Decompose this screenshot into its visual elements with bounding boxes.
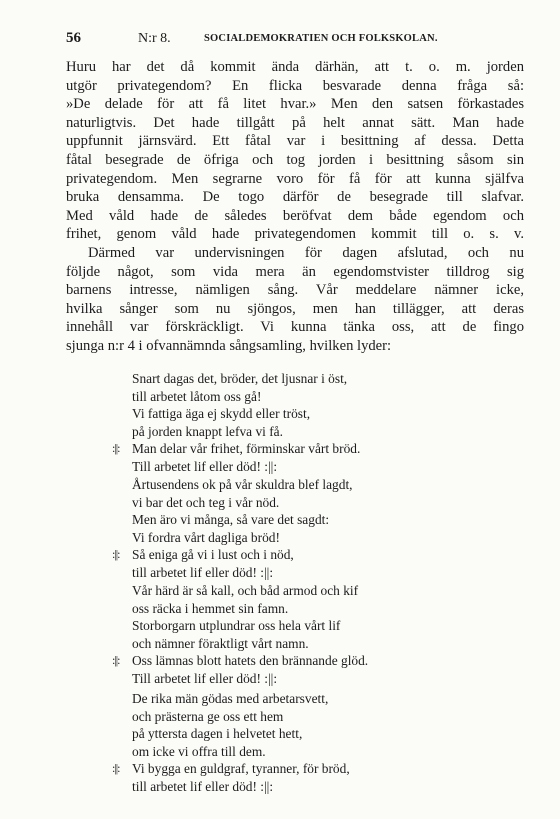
verse-line: Årtusendens ok på vår skuldra blef lagdt, xyxy=(132,477,353,492)
verse-line: Till arbetet lif eller död! :||: xyxy=(132,458,278,474)
page-number: 56 xyxy=(66,30,81,46)
verse-line-refrain xyxy=(112,652,462,670)
repeat-mark: :||: xyxy=(112,653,120,668)
verse-line: Vår härd är så kall, och båd armod och kif xyxy=(132,583,359,598)
poem-stanza-1 xyxy=(112,370,462,476)
verse-text: Så eniga gå vi i lust och i nöd, xyxy=(132,547,294,563)
verse-line: på yttersta dagen i helvetet hett, xyxy=(132,726,303,742)
text-line: fåtal besegrade de öfriga och tog jorden i besittning såsom sin xyxy=(66,151,524,168)
verse-line-refrain xyxy=(112,440,462,458)
text-line: Därmed var undervisningen för dagen afslutad, och nu xyxy=(88,244,524,261)
text-line: barnens intresse, nämligen sång. Vår meddelare nämner icke, xyxy=(66,282,524,299)
verse-line: till arbetet lif eller död! :||: xyxy=(132,564,274,580)
text-line: privategendom. Men segrarne voro för få för att kunna själfva xyxy=(66,170,524,187)
verse-text: Oss lämnas blott hatets den brännande glöd. xyxy=(132,653,369,669)
running-header xyxy=(66,30,520,48)
text-line: uppfunnit järnsvärd. Ett fåtal var i besittning af dessa. Detta xyxy=(66,133,524,150)
verse-line: De rika män gödas med arbetarsvett, xyxy=(132,691,329,706)
text-line: hvilka sånger som nu sjöngos, men han tillägger, att deras xyxy=(66,300,524,317)
verse-line-refrain xyxy=(112,760,462,778)
issue-number: N:r 8. xyxy=(138,31,171,46)
verse-line: om icke vi offra till dem. xyxy=(132,743,266,759)
text-line: »De delade för att få litet hvar.» Men den satsen förkastades xyxy=(66,96,524,113)
verse-line: på jorden knappt lefva vi få. xyxy=(132,423,283,439)
text-line: följde något, som vida mera än egendomstvister tilldrog sig xyxy=(66,263,524,280)
text-line: sjunga n:r 4 i ofvannämnda sångsamling, hvilken lyder: xyxy=(66,337,392,354)
poem-stanza-2 xyxy=(112,476,462,582)
verse-line: Snart dagas det, bröder, det ljusnar i öst, xyxy=(132,371,348,386)
verse-line: vi bar det och teg i vår nöd. xyxy=(132,494,280,510)
text-line: naturligtvis. Det hade tillgått på helt annat sätt. Man hade xyxy=(66,114,524,131)
poem-stanza-3 xyxy=(112,582,462,688)
verse-line: till arbetet låtom oss gå! xyxy=(132,388,262,404)
repeat-mark: :||: xyxy=(112,547,120,562)
repeat-mark: :||: xyxy=(112,441,120,456)
poem-stanza-4 xyxy=(112,690,462,796)
text-line: Med våld hade de således beröfvat dem både egendom och xyxy=(66,207,524,224)
text-line: bruka densamma. De togo därför de besegrade till slafvar. xyxy=(66,189,524,206)
verse-line: Men äro vi många, så vare det sagdt: xyxy=(132,512,330,528)
verse-line: till arbetet lif eller död! :||: xyxy=(132,778,274,794)
running-title: SOCIALDEMOKRATIEN OCH FOLKSKOLAN. xyxy=(204,33,438,44)
text-line: innehåll var förskräckligt. Vi kunna tänka oss, att de fingo xyxy=(66,319,524,336)
verse-text: Vi bygga en guldgraf, tyranner, för bröd, xyxy=(132,761,350,777)
text-line: Huru har det då kommit ända därhän, att t. o. m. jorden xyxy=(66,59,524,75)
verse-line: Vi fordra vårt dagliga bröd! xyxy=(132,529,280,545)
verse-line: och prästerna ge oss ett hem xyxy=(132,708,284,724)
verse-line: oss räcka i hemmet sin famn. xyxy=(132,600,289,616)
verse-text: Man delar vår frihet, förminskar vårt bröd. xyxy=(132,441,361,457)
repeat-mark: :||: xyxy=(112,761,120,776)
text-line: utgör privategendom? En flicka besvarade denna fråga så: xyxy=(66,77,524,94)
verse-line: Storborgarn utplundrar oss hela vårt lif xyxy=(132,618,341,634)
verse-line: och nämner föraktligt vårt namn. xyxy=(132,635,309,651)
verse-line-refrain xyxy=(112,546,462,564)
verse-line: Vi fattiga äga ej skydd eller tröst, xyxy=(132,406,311,422)
body-text xyxy=(66,58,524,356)
verse-line: Till arbetet lif eller död! :||: xyxy=(132,670,278,686)
text-line: frihet, genom våld hade privategendomen kommit till o. s. v. xyxy=(66,226,524,243)
